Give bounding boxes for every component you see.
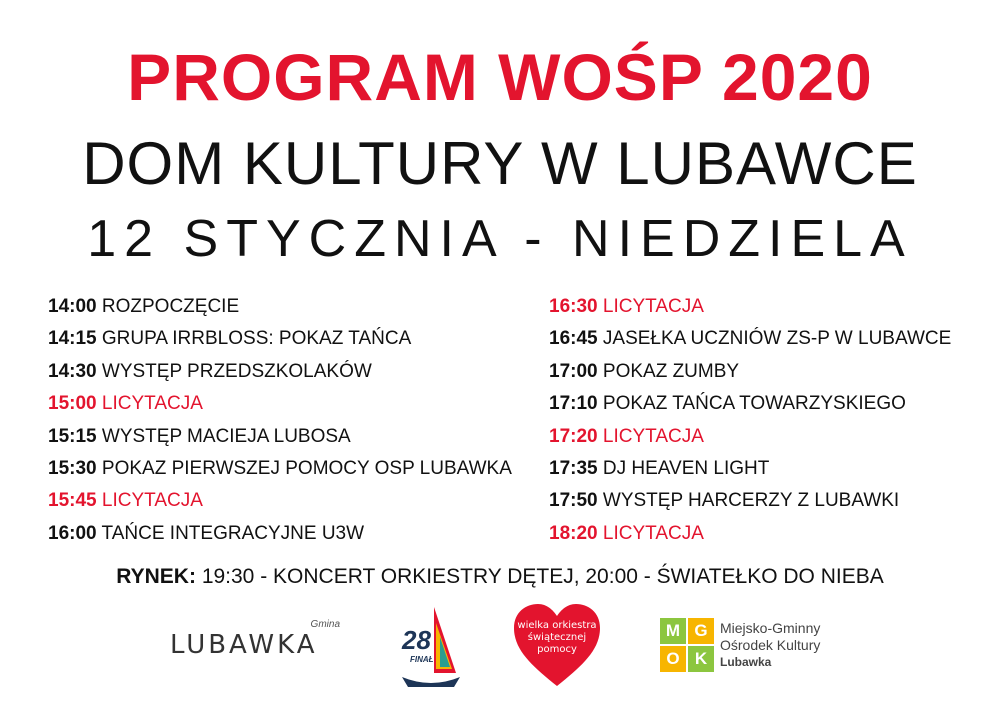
schedule-event: WYSTĘP MACIEJA LUBOSA (101, 425, 351, 447)
schedule-time: 18:20 (549, 522, 598, 544)
sponsor-logos (0, 600, 1000, 700)
mgok-letter-k: K (688, 646, 714, 672)
schedule-time: 17:50 (549, 490, 598, 512)
mgok-letter-g: G (688, 618, 714, 644)
schedule-item (48, 356, 528, 388)
venue-subtitle: DOM KULTURY W LUBAWCE (82, 130, 918, 197)
schedule-time: 15:30 (48, 457, 97, 479)
schedule-event: WYSTĘP PRZEDSZKOLAKÓW (101, 360, 372, 382)
schedule-event: WYSTĘP HARCERZY Z LUBAWKI (602, 490, 900, 512)
final-number: 28 (402, 625, 431, 655)
rynek-label: RYNEK: (116, 565, 196, 588)
schedule-event: LICYTACJA (602, 296, 704, 317)
schedule-item (549, 421, 989, 453)
schedule-item (48, 323, 528, 355)
schedule-time: 16:30 (549, 296, 598, 317)
wosp-line-3: pomocy (537, 644, 577, 655)
schedule-right-column (549, 291, 989, 550)
schedule-time: 17:00 (549, 360, 598, 382)
schedule-left-column (48, 291, 528, 550)
rynek-text: 19:30 - KONCERT ORKIESTRY DĘTEJ, 20:00 - ŚWIATEŁKO DO NIEBA (201, 565, 884, 588)
mgok-line-1: Miejsko-Gminny (720, 620, 821, 636)
schedule-time: 17:20 (549, 425, 598, 447)
schedule-event: LICYTACJA (602, 522, 704, 544)
schedule-event: JASEŁKA UCZNIÓW ZS-P W LUBAWCE (602, 328, 952, 350)
gmina-lubawka-logo (170, 619, 350, 665)
wosp-heart-text (512, 620, 602, 656)
schedule-event: LICYTACJA (101, 490, 203, 512)
schedule-event: ROZPOCZĘCIE (101, 296, 240, 317)
event-date: 12 STYCZNIA - NIEDZIELA (87, 210, 913, 268)
schedule-time: 16:00 (48, 522, 97, 544)
mgok-logo (660, 618, 870, 676)
schedule-time: 14:00 (48, 296, 97, 317)
schedule-item (48, 291, 528, 323)
mgok-letter-o: O (660, 646, 686, 672)
mgok-name (720, 620, 820, 671)
schedule-item (549, 453, 989, 485)
schedule-item (48, 388, 528, 420)
schedule-event: POKAZ TAŃCA TOWARZYSKIEGO (602, 393, 906, 415)
schedule-time: 14:15 (48, 328, 97, 350)
schedule-item (549, 388, 989, 420)
schedule-event: LICYTACJA (101, 393, 203, 415)
schedule-time: 17:10 (549, 393, 598, 415)
gmina-label: Gmina (310, 619, 340, 630)
schedule-event: POKAZ ZUMBY (602, 360, 740, 382)
schedule-event: GRUPA IRRBLOSS: POKAZ TAŃCA (101, 328, 412, 350)
mgok-letter-grid (660, 618, 714, 672)
mgok-line-2: Ośrodek Kultury (720, 637, 821, 653)
rynek-line (0, 560, 1000, 594)
mgok-letter-m: M (660, 618, 686, 644)
schedule-item (549, 323, 989, 355)
lubawka-wordmark: LUBAWKA (170, 630, 318, 660)
wosp-line-2: świątecznej (527, 632, 587, 643)
page-title: PROGRAM WOŚP 2020 (127, 40, 873, 114)
schedule-time: 15:00 (48, 393, 97, 415)
schedule-item (48, 453, 528, 485)
schedule-time: 15:15 (48, 425, 97, 447)
schedule-event: TAŃCE INTEGRACYJNE U3W (101, 522, 365, 544)
schedule-event: POKAZ PIERWSZEJ POMOCY OSP LUBAWKA (101, 457, 512, 479)
schedule-item (549, 356, 989, 388)
schedule-item (48, 518, 528, 550)
schedule-item (48, 485, 528, 517)
final-label: FINAŁ (410, 655, 434, 664)
wosp-line-1: wielka orkiestra (517, 620, 597, 631)
schedule-time: 17:35 (549, 457, 598, 479)
wosp-heart-logo (512, 602, 602, 688)
wosp-28-final-logo (396, 603, 466, 691)
schedule-item (549, 485, 989, 517)
schedule-event: DJ HEAVEN LIGHT (602, 457, 770, 479)
schedule-event: LICYTACJA (602, 425, 704, 447)
mgok-line-3: Lubawka (720, 655, 772, 669)
schedule-time: 14:30 (48, 360, 97, 382)
schedule-time: 16:45 (549, 328, 598, 350)
schedule-item (48, 421, 528, 453)
schedule-time: 15:45 (48, 490, 97, 512)
schedule-item (549, 291, 989, 323)
schedule-item (549, 518, 989, 550)
